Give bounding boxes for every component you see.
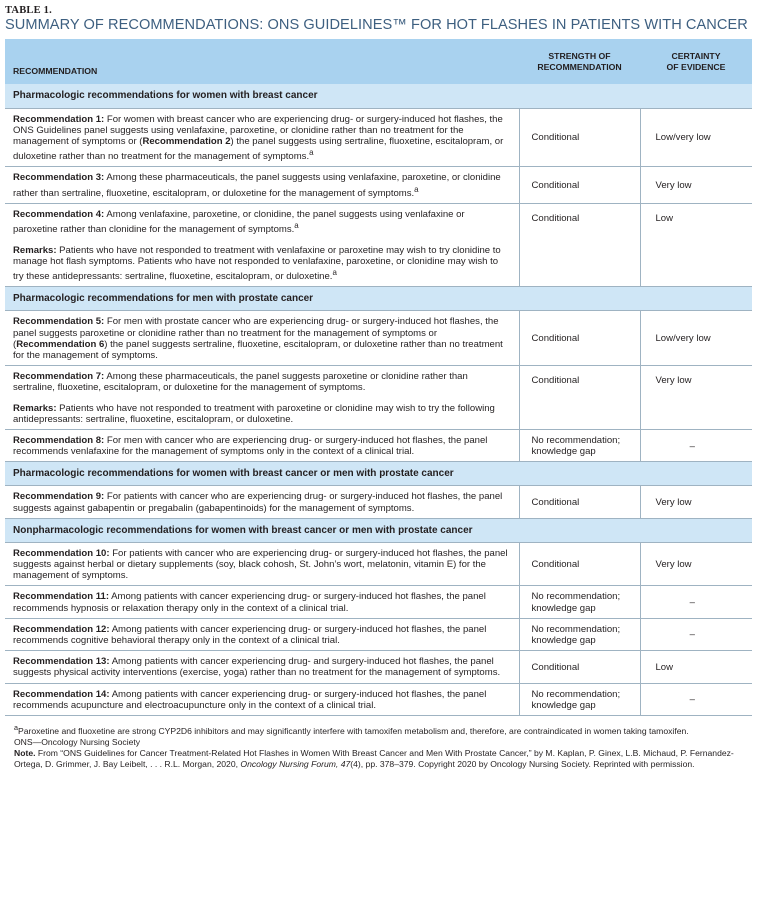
recommendation-cell: Recommendation 13: Among patients with cancer experiencing drug- and surgery-induced hot flashes, the panel suggests physical activity interventions (exercise, yoga) rather than no treatment for the management of symptoms. (5, 651, 519, 683)
certainty-cell: Low (640, 651, 752, 683)
remarks: Remarks: Patients who have not responded to treatment with paroxetine or clonidine may wish to try the following antidepressants: sertraline, fluoxetine, escitalopram, or duloxetine. (13, 402, 495, 425)
recommendation-cell: Recommendation 5: For men with prostate cancer who are experiencing drug- or surgery-induced hot flashes, the panel suggests paroxetine or clonidine rather than no treatment for the management of symptoms or (Recommendation 6) the panel suggests sertraline, fluoxetine, escitalopram, or duloxetine rather than no treatment for the management of symptoms. (5, 311, 519, 366)
certainty-cell: Very low (640, 542, 752, 586)
certainty-cell: Low/very low (640, 311, 752, 366)
recommendation-cell: Recommendation 12: Among patients with cancer experiencing drug- or surgery-induced hot flashes, the panel recommends cognitive behavioral therapy only in the context of a clinical trial. (5, 618, 519, 650)
table-label: TABLE 1. (5, 5, 52, 16)
footnote-a: $^a$Paroxetine and fluoxetine are strong CYP2D6 inhibitors and may significantly interfere with tamoxifen metabolism and, therefore, are contraindicated in women taking tamoxifen. (14, 724, 689, 736)
section-row (5, 462, 752, 486)
table-row (5, 167, 752, 204)
abbreviation-note: ONS—Oncology Nursing Society (14, 737, 141, 748)
strength-cell: Conditional (519, 167, 640, 204)
recommendation-cell: Recommendation 9: For patients with cancer who are experiencing drug- or surgery-induced hot flashes, the panel suggests against gabapentin or pregabalin (gabapentinoids) for the management of symptoms. (5, 486, 519, 518)
recommendation-cell: Recommendation 8: For men with cancer who are experiencing drug- or surgery-induced hot flashes, the panel recommends venlafaxine for the management of symptoms only in the context of a clinical trial. (5, 430, 519, 462)
section-title: Pharmacologic recommendations for women with breast cancer (5, 84, 752, 108)
strength-cell: Conditional (519, 311, 640, 366)
section-row (5, 84, 752, 108)
recommendation-cell: Recommendation 1: For women with breast cancer who are experiencing drug- or surgery-induced hot flashes, the ONS Guidelines panel suggests using venlafaxine, paroxetine, or clonidine rather than no treatment for the management of symptoms or (Recommendation 2) the panel suggests using sertraline, fluoxetine, escitalopram, or duloxetine rather than no treatment for the management of symptoms.$^a$ (5, 108, 519, 167)
remarks: Remarks: Patients who have not responded to treatment with venlafaxine or paroxetine may wish to try clonidine to manage hot flash symptoms. Patients who have not responded to venlafaxine, paroxetine, or clonidine may wish to try these antidepressants: sertraline, fluoxetine, escitalopram, or duloxetine.$^a$ (13, 244, 501, 283)
strength-cell: Conditional (519, 542, 640, 586)
table-footnotes (5, 723, 752, 770)
strength-cell: Conditional (519, 651, 640, 683)
recommendation-cell: Recommendation 3: Among these pharmaceuticals, the panel suggests using venlafaxine, paroxetine, or clonidine rather than sertraline, fluoxetine, escitalopram, or duloxetine for the management of symptoms.$^a$ (5, 167, 519, 204)
table-row (5, 683, 752, 715)
certainty-cell: – (640, 683, 752, 715)
certainty-cell: – (640, 430, 752, 462)
table-row (5, 204, 752, 287)
recommendation-cell: Recommendation 4: Among venlafaxine, paroxetine, or clonidine, the panel suggests using venlafaxine or paroxetine rather than clonidine for the management of symptoms.$^a$ Remarks: Patients who have not responded to treatment with venlafaxine or paroxetine may wish to try clonidine to manage hot flash symptoms. Patients who have not responded to venlafaxine, paroxetine, or clonidine may wish to try these antidepressants: sertraline, fluoxetine, escitalopram, or duloxetine.$^a$ (5, 204, 519, 287)
header-recommendation: RECOMMENDATION (5, 39, 519, 84)
table-row (5, 586, 752, 618)
certainty-cell: Low (640, 204, 752, 287)
certainty-cell: Very low (640, 167, 752, 204)
table-row (5, 542, 752, 586)
strength-cell: No recommendation; knowledge gap (519, 586, 640, 618)
strength-cell: Conditional (519, 204, 640, 287)
certainty-cell: – (640, 618, 752, 650)
recommendation-cell: Recommendation 11: Among patients with cancer experiencing drug- or surgery-induced hot flashes, the panel recommends hypnosis or relaxation therapy only in the context of a clinical trial. (5, 586, 519, 618)
table-row (5, 486, 752, 518)
section-title: Pharmacologic recommendations for men with prostate cancer (5, 287, 752, 311)
strength-cell: Conditional (519, 486, 640, 518)
section-title: Pharmacologic recommendations for women with breast cancer or men with prostate cancer (5, 462, 752, 486)
table-row (5, 618, 752, 650)
recommendations-table (5, 39, 752, 716)
recommendation-cell: Recommendation 10: For patients with cancer who are experiencing drug- or surgery-induced hot flashes, the panel suggests against herbal or dietary supplements (soy, black cohosh, St. John’s wort, melatonin, vitamin E) for the management of symptoms. (5, 542, 519, 586)
strength-cell: Conditional (519, 108, 640, 167)
header-certainty: CERTAINTY OF EVIDENCE (640, 39, 752, 84)
table-header-row (5, 39, 752, 84)
source-note: Note. From “ONS Guidelines for Cancer Treatment-Related Hot Flashes in Women With Breast Cancer and Men With Prostate Cancer,” by M. Kaplan, P. Ginex, L.B. Michaud, P. Fernandez-Ortega, D. Grimmer, J. Bay Leibelt, . . . R.L. Morgan, 2020, Oncology Nursing Forum, 47(4), pp. 378–379. Copyright 2020 by Oncology Nursing Society. Reprinted with permission. (14, 748, 734, 770)
table-title: SUMMARY OF RECOMMENDATIONS: ONS GUIDELINES™ FOR HOT FLASHES IN PATIENTS WITH CANCER (5, 17, 748, 33)
footnote-mark: a (294, 221, 299, 231)
section-row (5, 518, 752, 542)
strength-cell: No recommendation; knowledge gap (519, 430, 640, 462)
header-strength: STRENGTH OF RECOMMENDATION (519, 39, 640, 84)
recommendation-cell: Recommendation 14: Among patients with cancer experiencing drug- or surgery-induced hot flashes, the panel recommends acupuncture and electroacupuncture only in the context of a clinical trial. (5, 683, 519, 715)
table-row (5, 311, 752, 366)
footnote-mark: a (309, 148, 314, 158)
table-row (5, 430, 752, 462)
footnote-mark: a (332, 268, 337, 278)
table-row (5, 108, 752, 167)
certainty-cell: Very low (640, 366, 752, 430)
section-title: Nonpharmacologic recommendations for women with breast cancer or men with prostate cancer (5, 518, 752, 542)
strength-cell: Conditional (519, 366, 640, 430)
strength-cell: No recommendation; knowledge gap (519, 618, 640, 650)
table-row (5, 366, 752, 430)
certainty-cell: Very low (640, 486, 752, 518)
recommendation-cell: Recommendation 7: Among these pharmaceuticals, the panel suggests paroxetine or clonidine rather than sertraline, fluoxetine, escitalopram, or duloxetine for the management of symptoms. Remarks: Patients who have not responded to treatment with paroxetine or clonidine may wish to try the following antidepressants: sertraline, fluoxetine, escitalopram, or duloxetine. (5, 366, 519, 430)
certainty-cell: Low/very low (640, 108, 752, 167)
footnote-mark: a (414, 184, 419, 194)
strength-cell: No recommendation; knowledge gap (519, 683, 640, 715)
certainty-cell: – (640, 586, 752, 618)
section-row (5, 287, 752, 311)
table-row (5, 651, 752, 683)
table-figure (5, 5, 752, 770)
